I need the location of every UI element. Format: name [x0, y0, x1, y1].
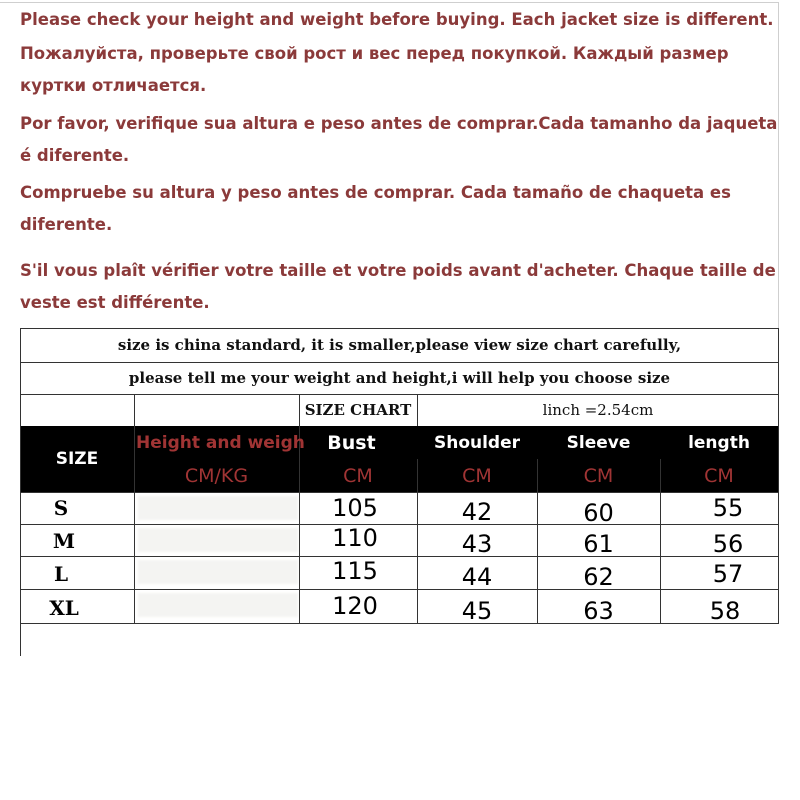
header-shoulder: Shoulder	[433, 432, 521, 453]
bust-value-l: 115	[332, 557, 378, 585]
size-label-xl: XL	[49, 596, 79, 620]
unit-shoulder: CM	[462, 464, 492, 487]
notice-english: Please check your height and weight before buying. Each jacket size is different.	[20, 10, 774, 29]
notice-russian: Пожалуйста, проверьте свой рост и вес перед покупкой. Каждый размер куртки отличается.	[20, 44, 729, 95]
length-value-xl: 58	[709, 597, 741, 625]
header-size: SIZE	[55, 449, 99, 469]
shoulder-value-m: 43	[461, 530, 493, 558]
unit-length: CM	[704, 464, 734, 487]
header-sleeve: Sleeve	[566, 432, 631, 453]
length-value-m: 56	[712, 530, 744, 558]
table-line	[20, 624, 21, 656]
height-weight-cell-xl	[138, 593, 298, 617]
size-chart-table	[20, 328, 779, 624]
size-label-m: M	[52, 529, 76, 553]
shoulder-value-xl: 45	[461, 597, 493, 625]
size-label-l: L	[53, 562, 69, 586]
size-chart-title: SIZE CHART	[304, 401, 412, 419]
notice-portuguese: Por favor, verifique sua altura e peso antes de comprar.Cada tamanho da jaqueta é diferente.	[20, 114, 778, 165]
unit-sleeve: CM	[583, 464, 614, 487]
header-length: length	[688, 432, 750, 453]
shoulder-value-l: 44	[461, 563, 493, 591]
sleeve-value-m: 61	[583, 530, 614, 558]
notice-spanish: Compruebe su altura y peso antes de comprar. Cada tamaño de chaqueta es diferente.	[20, 183, 731, 234]
size-label-s: S	[53, 496, 69, 520]
unit-bust: CM	[343, 464, 373, 487]
inch-conversion-note: linch =2.54cm	[542, 401, 654, 419]
height-weight-cell-m	[138, 528, 298, 552]
height-weight-cell-l	[138, 560, 298, 584]
length-value-l: 57	[712, 560, 744, 588]
height-weight-cell-s	[138, 496, 298, 520]
sleeve-value-xl: 63	[583, 597, 614, 625]
sleeve-value-l: 62	[583, 563, 614, 591]
unit-height-weight: CM/KG	[184, 464, 249, 487]
length-value-s: 55	[712, 494, 744, 522]
size-standard-note: size is china standard, it is smaller,please view size chart carefully,	[117, 336, 682, 354]
sleeve-value-s: 60	[583, 499, 614, 527]
notice-french: S'il vous plaît vérifier votre taille et votre poids avant d'acheter. Chaque taille de veste est différente.	[20, 261, 776, 312]
help-choose-note: please tell me your weight and height,i will help you choose size	[128, 369, 671, 387]
bust-value-xl: 120	[332, 592, 378, 620]
top-border	[0, 2, 778, 3]
bust-value-m: 110	[332, 524, 378, 552]
bust-value-s: 105	[332, 494, 378, 522]
shoulder-value-s: 42	[461, 498, 493, 526]
header-height-weight: Height and weigh	[136, 432, 305, 453]
header-bust: Bust	[327, 431, 376, 454]
